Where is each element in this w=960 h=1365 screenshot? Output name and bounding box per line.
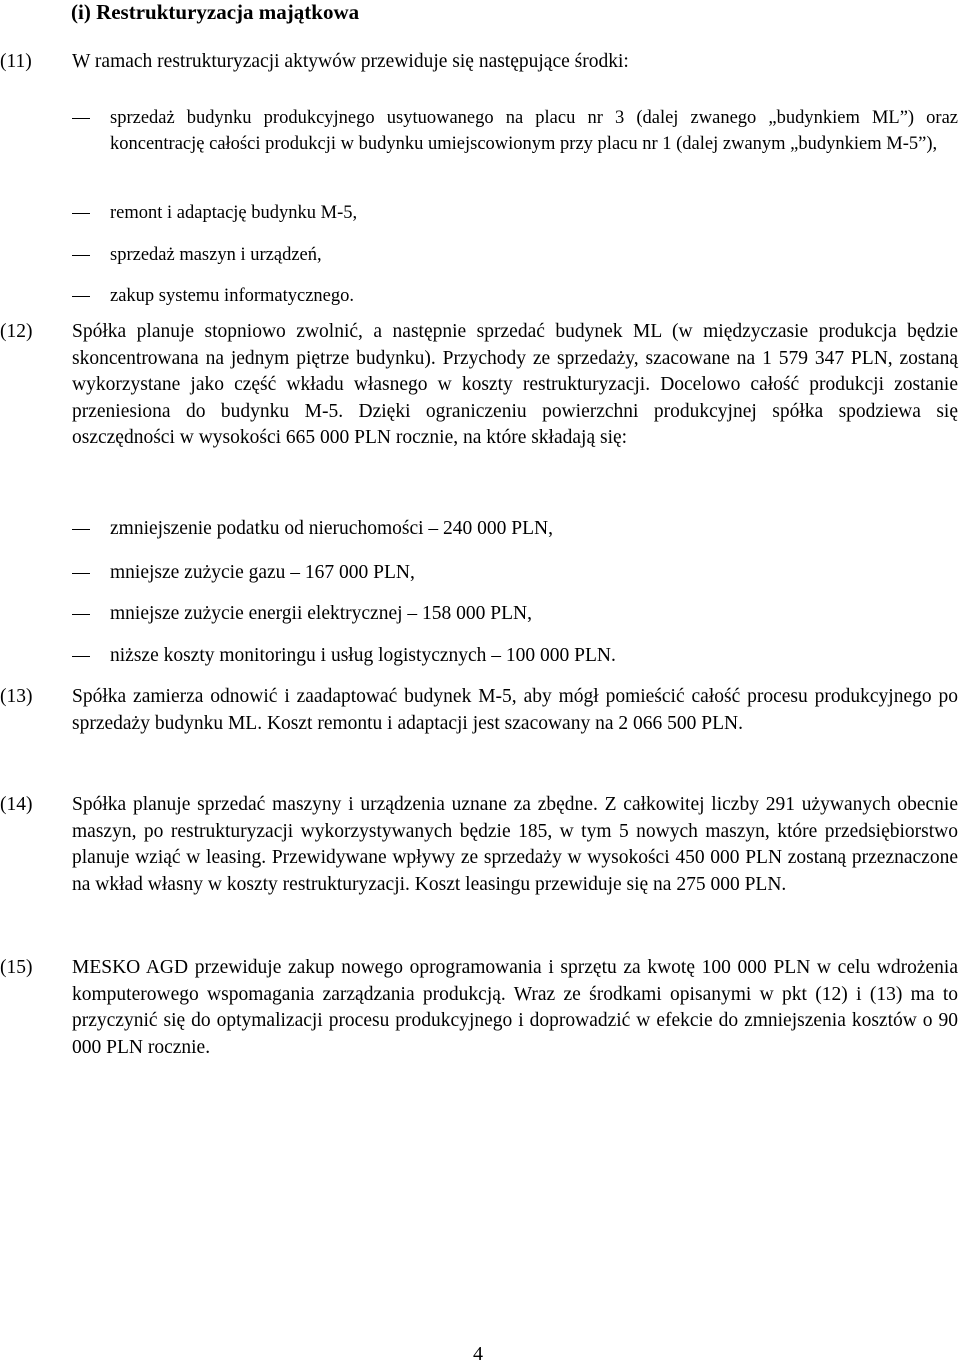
paragraph-text: Spółka planuje sprzedać maszyny i urządzenia uznane za zbędne. Z całkowitej liczby 291 używanych obecnie maszyn, po restrukturyzacji wykorzystywanych będzie 185, w tym 5 nowych maszyn, które przedsiębiorstwo planuje wziąć w leasing. Przewidywane wpływy ze sprzedaży w wysokości 450 000 PLN zostaną przeznaczone na wkład własny w koszty restrukturyzacji. Koszt leasingu przewiduje się na 275 000 PLN. (72, 794, 958, 895)
paragraph-text: W ramach restrukturyzacji aktywów przewiduje się następujące środki: (72, 51, 629, 72)
section-heading: (i) Restrukturyzacja majątkowa (71, 0, 360, 24)
paragraph-11 (0, 49, 960, 76)
list-item (0, 105, 960, 157)
dash-bullet-icon (72, 656, 90, 657)
list-item-text: sprzedaż maszyn i urządzeń, (110, 245, 322, 265)
paragraph-12 (0, 319, 960, 452)
paragraph-text: MESKO AGD przewiduje zakup nowego oprogramowania i sprzętu za kwotę 100 000 PLN w celu wdrożenia komputerowego wspomagania zarządzania produkcją. Wraz ze środkami opisanymi w pkt (12) i (13) ma to przyczynić się do optymalizacji procesu produkcyjnego i doprowadzić w efekcie do zmniejszenia kosztów o 90 000 PLN rocznie. (72, 957, 958, 1058)
list-item-text: zakup systemu informatycznego. (110, 286, 355, 306)
dash-bullet-icon (72, 213, 90, 214)
list-item-text: zmniejszenie podatku od nieruchomości – 240 000 PLN, (110, 518, 553, 539)
paragraph-text: Spółka zamierza odnowić i zaadaptować budynek M-5, aby mógł pomieścić całość procesu produkcyjnego po sprzedaży budynku ML. Koszt remontu i adaptacji jest szacowany na 2 066 500 PLN. (72, 686, 958, 734)
list-item-text: remont i adaptację budynku M-5, (110, 203, 358, 223)
paragraph-number: (14) (0, 794, 33, 815)
dash-bullet-icon (72, 614, 90, 615)
page-number: 4 (473, 1343, 483, 1365)
list-item (0, 283, 960, 309)
list-item-text: niższe koszty monitoringu i usług logistycznych – 100 000 PLN. (110, 645, 616, 666)
paragraph-13 (0, 684, 960, 737)
dash-bullet-icon (72, 118, 90, 119)
paragraph-number: (15) (0, 957, 33, 978)
dash-bullet-icon (72, 573, 90, 574)
paragraph-15 (0, 955, 960, 1061)
paragraph-number: (11) (0, 51, 32, 72)
list-item (0, 200, 960, 226)
list-item-text: sprzedaż budynku produkcyjnego usytuowanego na placu nr 3 (dalej zwanego „budynkiem ML”) oraz koncentrację całości produkcji w budynku umiejscowionym przy placu nr 1 (dalej zwanym „budynkiem M-5”), (110, 108, 958, 154)
list-item (0, 516, 960, 542)
paragraph-number: (12) (0, 321, 33, 342)
dash-bullet-icon (72, 296, 90, 297)
list-item (0, 560, 960, 586)
dash-bullet-icon (72, 529, 90, 530)
list-item-text: mniejsze zużycie gazu – 167 000 PLN, (110, 562, 415, 583)
paragraph-text: Spółka planuje stopniowo zwolnić, a następnie sprzedać budynek ML (w międzyczasie produkcja będzie skoncentrowana na jednym piętrze budynku). Przychody ze sprzedaży, szacowane na 1 579 347 PLN, zostaną wykorzystane jako część wkładu własnego w koszty restrukturyzacji. Docelowo całość produkcji zostanie przeniesiona do budynku M-5. Dzięki ograniczeniu powierzchni produkcyjnej spółka spodziewa się oszczędności w wysokości 665 000 PLN rocznie, na które składają się: (72, 321, 958, 448)
paragraph-14 (0, 792, 960, 898)
list-item (0, 242, 960, 268)
list-item (0, 643, 960, 669)
list-item-text: mniejsze zużycie energii elektrycznej – 158 000 PLN, (110, 603, 532, 624)
dash-bullet-icon (72, 255, 90, 256)
list-item (0, 601, 960, 627)
paragraph-number: (13) (0, 686, 33, 707)
